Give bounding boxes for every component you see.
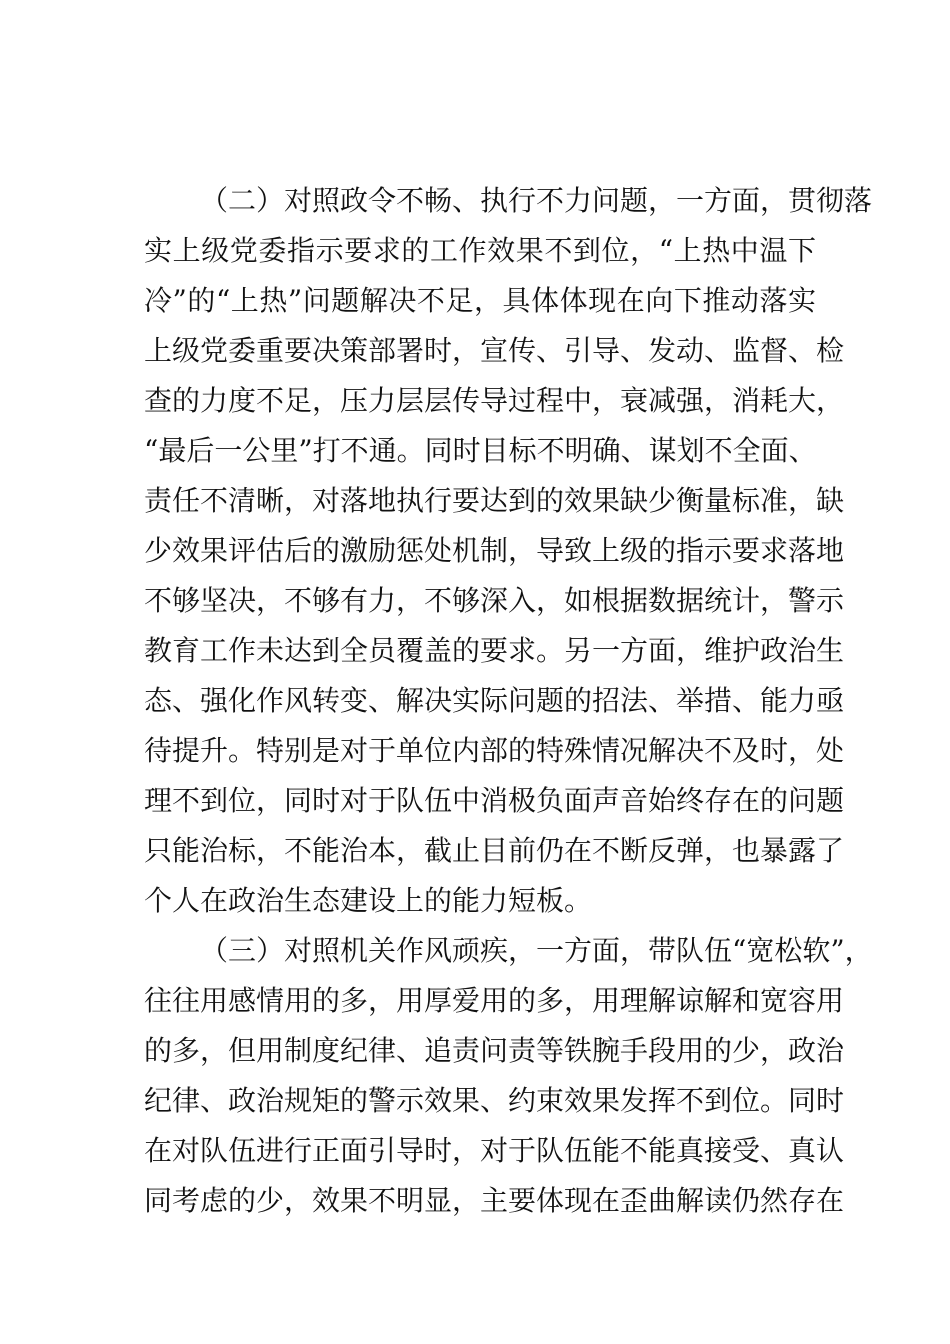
paragraph-2-line-12: 待提升。特别是对于单位内部的特殊情况解决不及时，处	[144, 734, 845, 767]
paragraph-2-line-14: 只能治标，不能治本，截止目前仍在不断反弹，也暴露了	[144, 834, 845, 867]
paragraph-2-line-5: 查的力度不足，压力层层传导过程中，衰减强，消耗大，	[144, 384, 845, 417]
paragraph-2-line-11: 态、强化作风转变、解决实际问题的招法、举措、能力亟	[144, 684, 845, 717]
paragraph-3-line-6: 同考虑的少，效果不明显，主要体现在歪曲解读仍然存在	[144, 1184, 845, 1217]
body-text	[144, 176, 873, 1226]
paragraph-2-line-13: 理不到位，同时对于队伍中消极负面声音始终存在的问题	[144, 784, 845, 817]
paragraph-2-line-2: 实上级党委指示要求的工作效果不到位，“上热中温下	[144, 234, 816, 267]
paragraph-2-line-8: 少效果评估后的激励惩处机制，导致上级的指示要求落地	[144, 534, 845, 567]
paragraph-2-line-7: 责任不清晰，对落地执行要达到的效果缺少衡量标准，缺	[144, 484, 845, 517]
paragraph-2-line-10: 教育工作未达到全员覆盖的要求。另一方面，维护政治生	[144, 634, 845, 667]
paragraph-3-line-4: 纪律、政治规矩的警示效果、约束效果发挥不到位。同时	[144, 1084, 845, 1117]
paragraph-2-line-6: “最后一公里”打不通。同时目标不明确、谋划不全面、	[144, 434, 817, 467]
paragraph-2-line-4: 上级党委重要决策部署时，宣传、引导、发动、监督、检	[144, 334, 845, 367]
paragraph-3-line-2: 往往用感情用的多，用厚爱用的多，用理解谅解和宽容用	[144, 984, 845, 1017]
paragraph-3-line-5: 在对队伍进行正面引导时，对于队伍能不能真接受、真认	[144, 1134, 845, 1167]
paragraph-2-line-1: （二）对照政令不畅、执行不力问题，一方面，贯彻落	[200, 184, 873, 217]
paragraph-2-line-15: 个人在政治生态建设上的能力短板。	[144, 884, 593, 917]
paragraph-2-line-3: 冷”的“上热”问题解决不足，具体体现在向下推动落实	[144, 284, 816, 317]
paragraph-3-line-3: 的多，但用制度纪律、追责问责等铁腕手段用的少，政治	[144, 1034, 845, 1067]
paragraph-3-line-1: （三）对照机关作风顽疾，一方面，带队伍“宽松软”，	[200, 934, 873, 967]
paragraph-2-line-9: 不够坚决，不够有力，不够深入，如根据数据统计，警示	[144, 584, 845, 617]
